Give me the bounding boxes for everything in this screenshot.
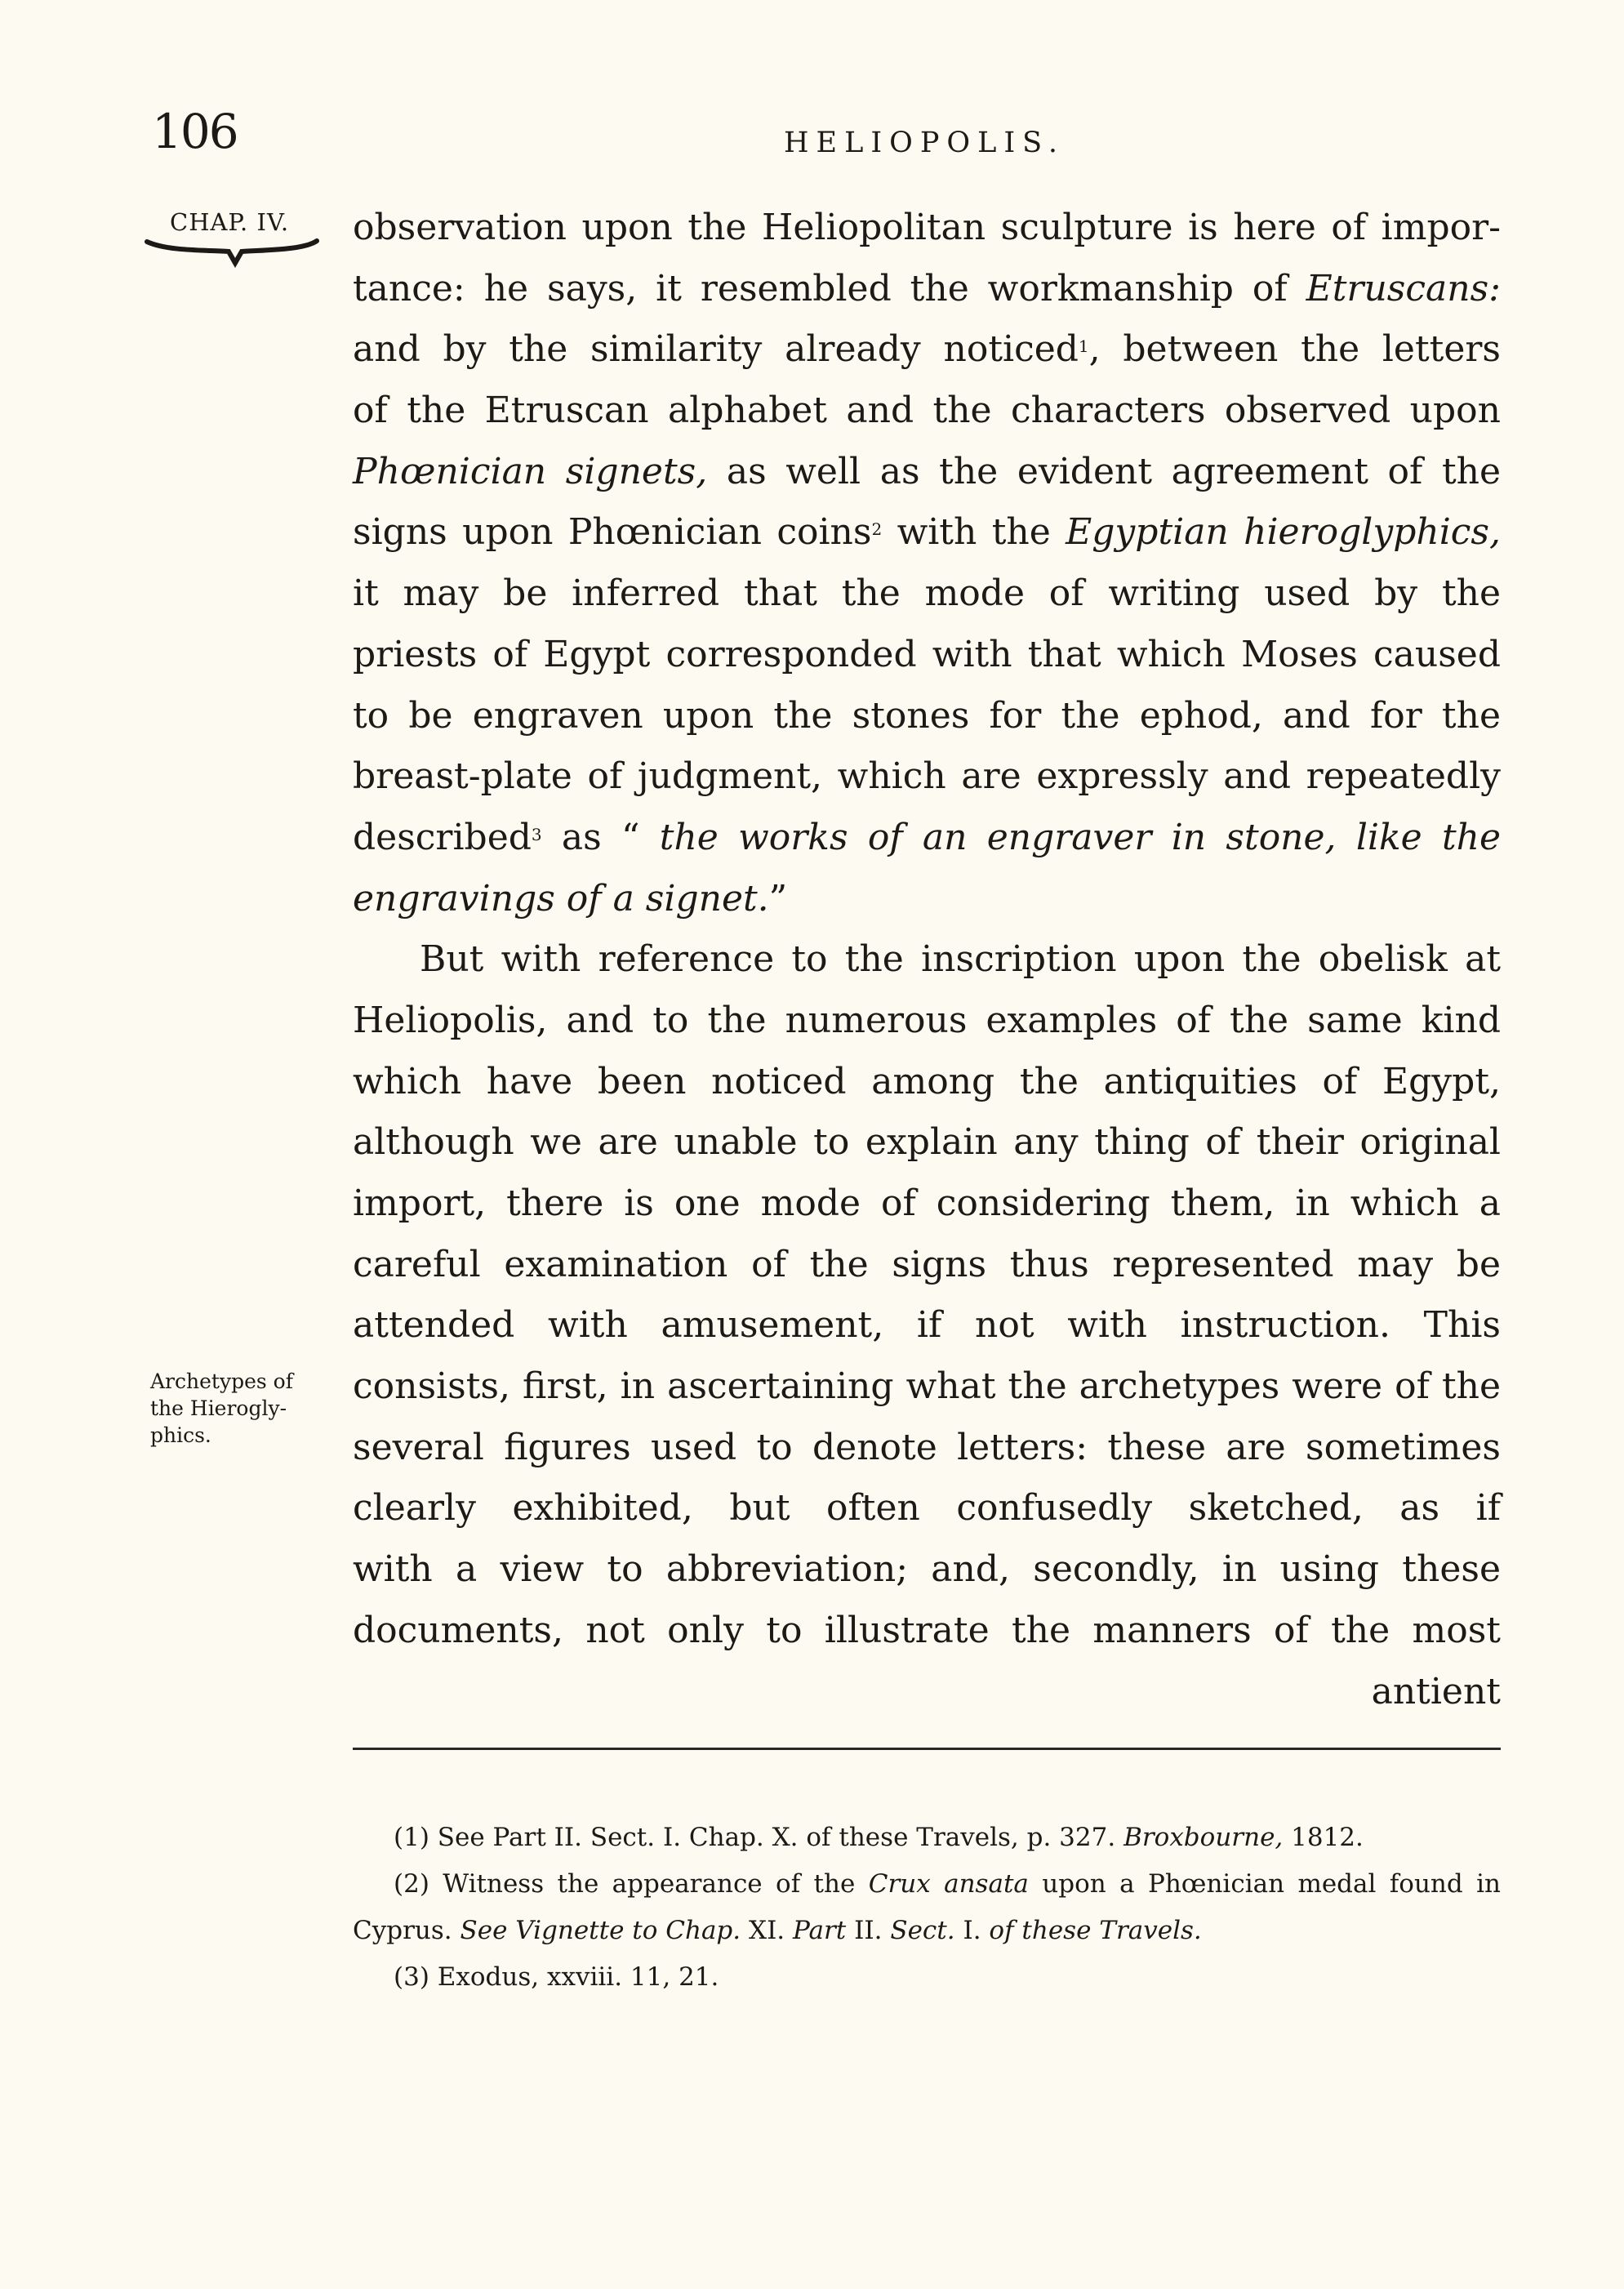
main-text (353, 198, 1501, 1722)
text-line: with a view to abbreviation; and, secondly, in using these (353, 1548, 1501, 1591)
text-line: although we are unable to explain any thing of their original (353, 1121, 1501, 1164)
footnote-2-continued: Cyprus. See Vignette to Chap. XI. Part II. Sect. I. of these Travels. (353, 1916, 1202, 1945)
chapter-brace-ornament (144, 238, 319, 268)
text-line: documents, not only to illustrate the manners of the most (353, 1609, 1501, 1651)
marginal-note (150, 1368, 330, 1449)
text-line: observation upon the Heliopolitan sculpture is here of impor- (353, 207, 1501, 248)
marginal-note-line: phics. (150, 1423, 211, 1447)
text-line: consists, first, in ascertaining what the archetypes were of the (353, 1365, 1501, 1408)
text-line: Heliopolis, and to the numerous examples of the same kind (353, 999, 1501, 1041)
text-line: described$^3$ as “ the works of an engraver in stone, like the (353, 816, 1502, 858)
text-line: signs upon Phœnician coins$^2$ with the Egyptian hieroglyphics, (353, 511, 1501, 554)
footnote-ref: 3 (531, 824, 542, 844)
text-line: it may be inferred that the mode of writing used by the (353, 572, 1501, 615)
text-line: engravings of a signet.” (353, 877, 788, 920)
marginal-note-line: Archetypes of (150, 1369, 293, 1393)
page-number: 106 (152, 104, 238, 159)
text-line: import, there is one mode of considering them, in which a (353, 1182, 1501, 1224)
text-line: which have been noticed among the antiquities of Egypt, (353, 1060, 1501, 1102)
chapter-label: CHAP. IV. (170, 208, 290, 236)
running-head: HELIOPOLIS. (784, 127, 1065, 159)
text-line: of the Etruscan alphabet and the characters observed upon (353, 390, 1501, 432)
catchword: antient (1371, 1670, 1501, 1712)
text-line: priests of Egypt corresponded with that which Moses caused (353, 633, 1501, 675)
text-line: But with reference to the inscription upon the obelisk at (420, 938, 1501, 981)
footnote-1: (1) See Part II. Sect. I. Chap. X. of these Travels, p. 327. Broxbourne, 1812. (394, 1823, 1364, 1852)
text-line: careful examination of the signs thus represented may be (353, 1243, 1501, 1285)
text-line: Phœnician signets, as well as the evident agreement of the (353, 450, 1501, 492)
text-line: and by the similarity already noticed$^1$, between the letters (353, 328, 1501, 371)
text-line: to be engraven upon the stones for the ephod, and for the (353, 694, 1501, 737)
text-line: several figures used to denote letters: these are sometimes (353, 1426, 1501, 1468)
footnote-ref: 1 (1078, 336, 1089, 357)
marginal-note-line: the Hierogly- (150, 1396, 287, 1420)
footnote-ref: 2 (871, 519, 883, 540)
text-line: tance: he says, it resembled the workmanship of Etruscans: (353, 267, 1501, 310)
footnote-3: (3) Exodus, xxviii. 11, 21. (394, 1962, 719, 1992)
footnote-rule (353, 1748, 1501, 1750)
text-line: clearly exhibited, but often confusedly sketched, as if (353, 1487, 1501, 1530)
text-line: breast-plate of judgment, which are expressly and repeatedly (353, 755, 1501, 798)
text-line: attended with amusement, if not with instruction. This (353, 1304, 1501, 1347)
footnotes (353, 1815, 1501, 2001)
footnote-2: (2) Witness the appearance of the Crux ansata upon a Phœnician medal found in (394, 1869, 1501, 1899)
